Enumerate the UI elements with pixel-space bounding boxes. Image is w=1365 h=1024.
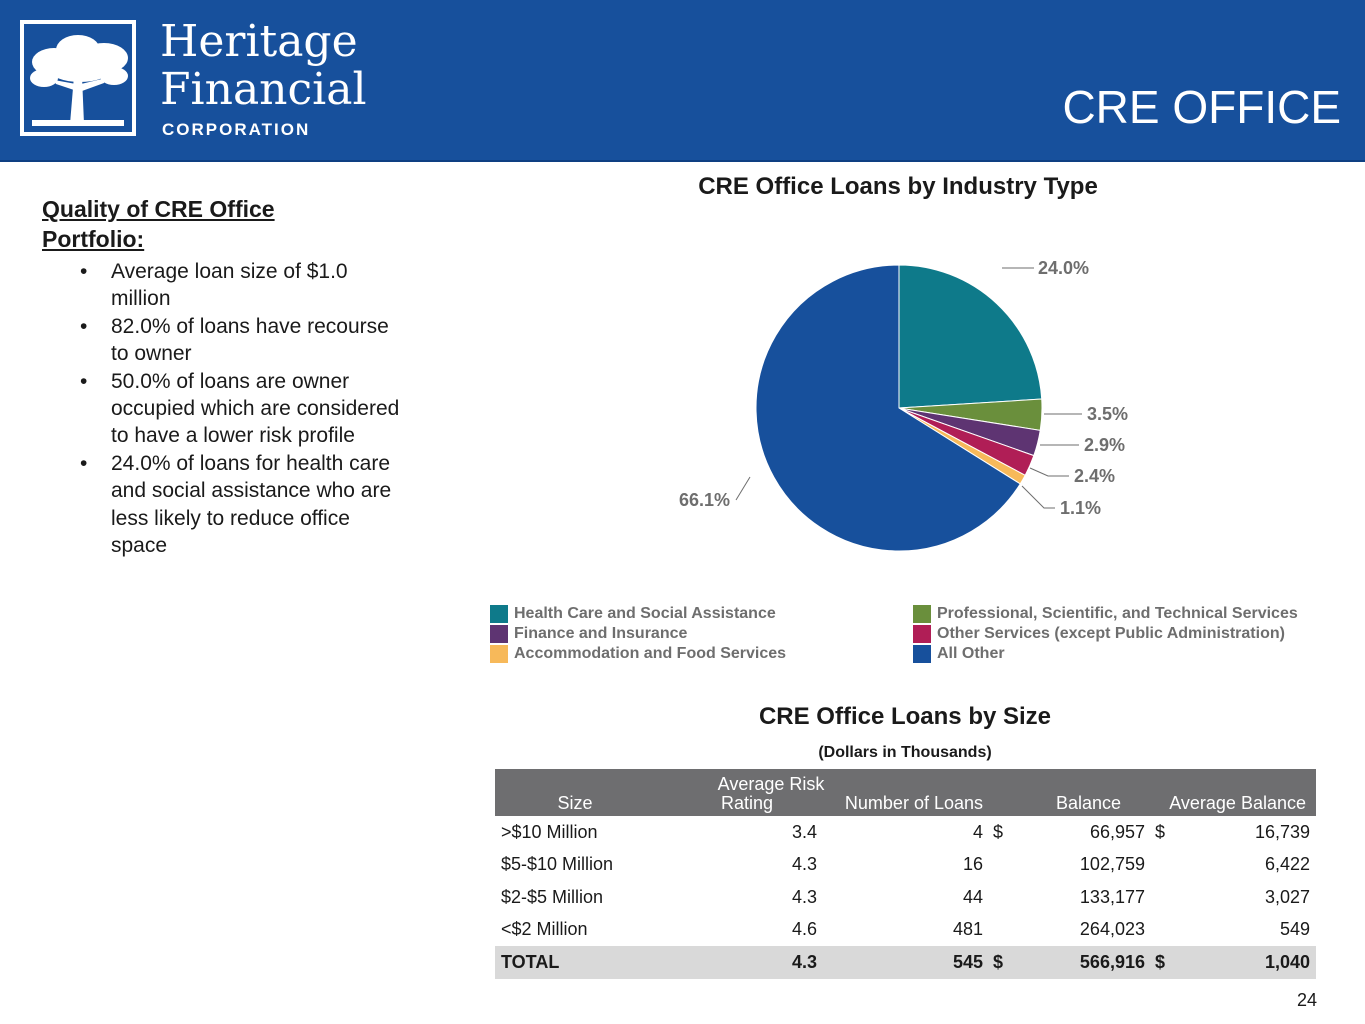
bullet-icon: •	[80, 314, 88, 338]
tree-logo-icon	[20, 20, 136, 136]
table-header-row	[495, 769, 1316, 816]
cell-avg-balance: 3,027	[1264, 886, 1310, 907]
bullet-icon: •	[80, 369, 88, 393]
cell-avg-currency	[1151, 881, 1177, 914]
legend-swatch	[913, 605, 931, 623]
quality-heading: Quality of CRE Office Portfolio:	[42, 196, 275, 252]
list-item: • 82.0% of loans have recourse to owner	[80, 314, 389, 366]
pie-chart	[600, 220, 1200, 590]
leader-line	[1022, 486, 1055, 508]
pie-data-label: 2.4%	[1074, 466, 1116, 486]
cell-balance: 566,916	[1015, 946, 1151, 979]
cell-size: >$10 Million	[501, 821, 598, 842]
cell-risk: 4.3	[791, 854, 817, 875]
cell-balance-currency	[989, 881, 1015, 914]
legend-item	[490, 604, 776, 624]
cell-avg-balance: 6,422	[1264, 854, 1310, 875]
legend-item	[913, 604, 1298, 624]
cell-size: TOTAL	[495, 946, 655, 979]
cell-risk: 4.6	[791, 919, 817, 940]
table-row	[495, 849, 1316, 882]
table-row	[495, 816, 1316, 849]
cell-count: 481	[952, 919, 983, 940]
cell-avg-balance: 549	[1279, 919, 1310, 940]
header-size: Size	[495, 769, 655, 816]
pie-data-label: 66.1%	[678, 490, 730, 510]
cell-size: <$2 Million	[501, 919, 588, 940]
leader-line	[1030, 468, 1069, 476]
cell-size: $2-$5 Million	[501, 886, 604, 907]
list-item: • 50.0% of loans are owner occupied which are considered to have a lower risk profile	[80, 369, 400, 448]
legend-swatch	[913, 625, 931, 643]
table-title: CRE Office Loans by Size	[758, 703, 1052, 730]
cell-balance: 102,759	[1079, 854, 1145, 875]
cell-count: 4	[972, 821, 983, 842]
company-name: Heritage Financial	[160, 16, 367, 115]
table-total-row	[495, 946, 1316, 979]
pie-data-label: 24.0%	[1038, 258, 1090, 278]
cell-count: 16	[962, 854, 983, 875]
header-balance: Balance	[989, 769, 1151, 816]
cell-balance: 66,957	[1089, 821, 1145, 842]
legend-item	[490, 644, 786, 664]
legend-label: All Other	[937, 645, 1005, 662]
cell-balance-currency: $	[993, 821, 1004, 842]
legend-item	[913, 644, 1005, 664]
list-item: • 24.0% of loans for health care and social assistance who are less likely to reduce office space	[80, 451, 392, 558]
cell-avg-currency: $	[1155, 821, 1166, 842]
legend-label: Health Care and Social Assistance	[514, 605, 776, 622]
cell-risk: 4.3	[655, 946, 823, 979]
legend-swatch	[490, 625, 508, 643]
chart-title: CRE Office Loans by Industry Type	[698, 173, 1098, 200]
cell-avg-currency	[1151, 914, 1177, 947]
header-average-balance: Average Balance	[1151, 769, 1316, 816]
pie-data-label: 1.1%	[1060, 498, 1102, 518]
quality-bullet-list	[42, 258, 402, 559]
cell-avg-currency	[1151, 849, 1177, 882]
legend-swatch	[913, 645, 931, 663]
cell-balance: 133,177	[1079, 886, 1145, 907]
legend-item	[490, 624, 687, 644]
legend-label: Professional, Scientific, and Technical Services	[937, 605, 1298, 622]
pie-data-label: 3.5%	[1087, 404, 1129, 424]
cell-risk: 4.3	[791, 886, 817, 907]
cell-risk: 3.4	[791, 821, 817, 842]
header-number-of-loans: Number of Loans	[823, 769, 989, 816]
cell-balance-currency	[989, 914, 1015, 947]
pie-data-label: 2.9%	[1084, 435, 1126, 455]
cell-size: $5-$10 Million	[501, 854, 614, 875]
cell-balance-currency: $	[989, 946, 1015, 979]
company-subtitle: CORPORATION	[162, 120, 311, 139]
legend-label: Finance and Insurance	[514, 625, 688, 642]
legend-swatch	[490, 645, 508, 663]
cell-avg-currency: $	[1151, 946, 1177, 979]
bullet-icon: •	[80, 260, 88, 283]
bullet-icon: •	[80, 451, 88, 475]
quality-section	[42, 194, 402, 559]
cell-count: 44	[962, 886, 983, 907]
legend-label: Accommodation and Food Services	[514, 645, 787, 662]
loans-by-size-table	[495, 769, 1316, 979]
leader-line	[736, 477, 750, 500]
cell-balance: 264,023	[1079, 919, 1145, 940]
chart-legend	[490, 604, 1330, 664]
list-item: • Average loan size of $1.0 million	[80, 260, 348, 311]
table-row	[495, 881, 1316, 914]
table-subtitle: (Dollars in Thousands)	[818, 744, 992, 761]
legend-item	[913, 624, 1285, 644]
cell-balance-currency	[989, 849, 1015, 882]
header-banner	[0, 0, 1365, 162]
cell-avg-balance: 16,739	[1254, 821, 1310, 842]
pie-slice-health-care-and-social-assistance	[899, 265, 1042, 408]
cell-count: 545	[823, 946, 989, 979]
legend-swatch	[490, 605, 508, 623]
table-row	[495, 914, 1316, 947]
legend-label: Other Services (except Public Administration)	[937, 625, 1285, 642]
header-risk-rating: Average Risk Rating	[655, 769, 823, 816]
page-number: 24	[1296, 990, 1317, 1010]
cell-avg-balance: 1,040	[1177, 946, 1316, 979]
page-title: CRE OFFICE	[1062, 81, 1341, 133]
